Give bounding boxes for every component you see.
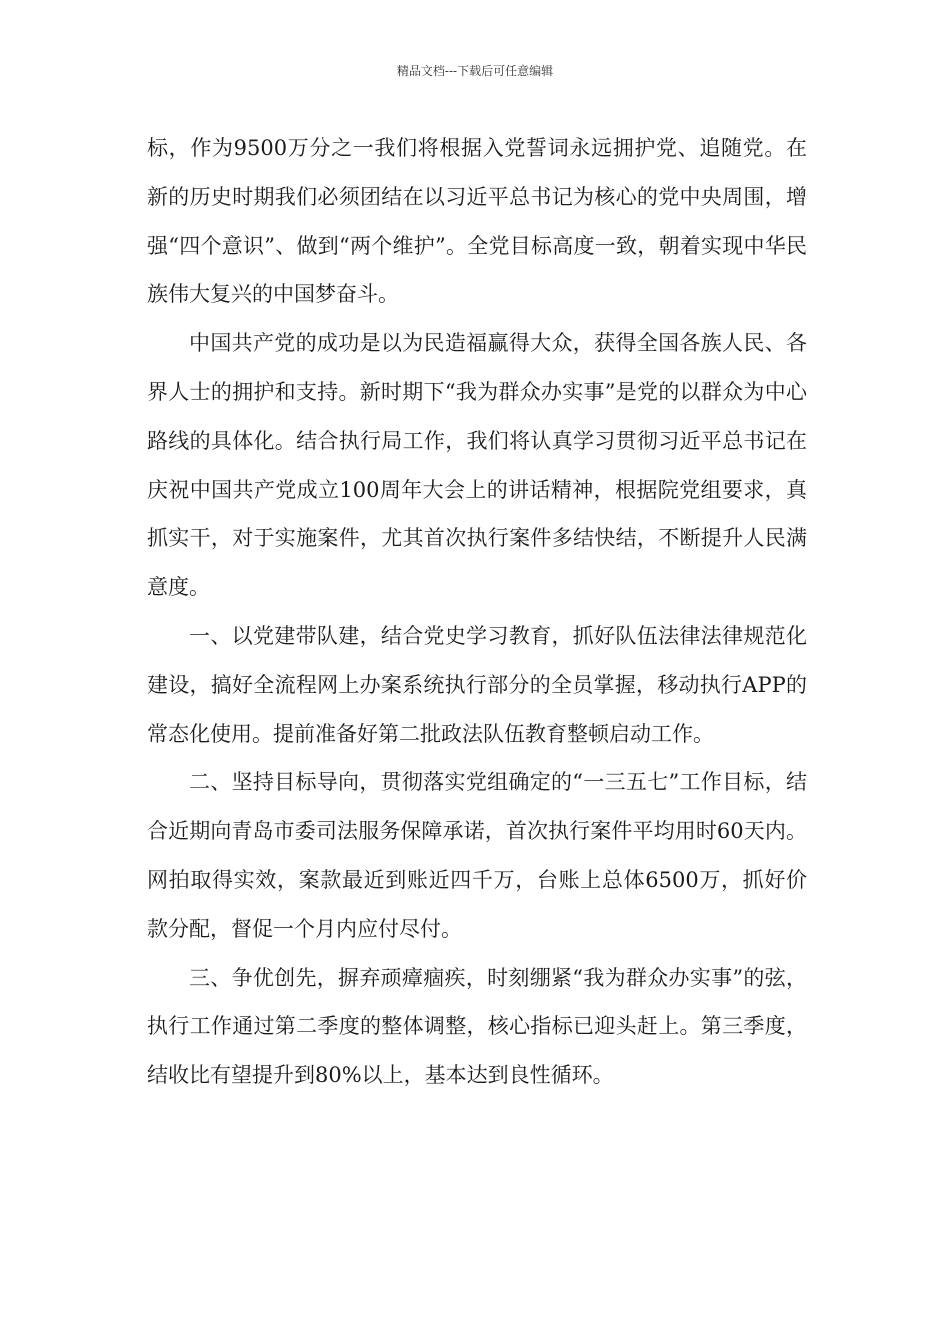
paragraph-item-two: 二、坚持目标导向，贯彻落实党组确定的“一三五七”工作目标，结合近期向青岛市委司法服务保障承诺，首次执行案件平均用时60天内。网拍取得实效，案款最近到账近四千万，台账上总体6500万，抓好价款分配，督促一个月内应付尽付。 — [147, 770, 807, 941]
paragraph-item-one: 一、以党建带队建，结合党史学习教育，抓好队伍法律法律规范化建设，搞好全流程网上办案系统执行部分的全员掌握，移动执行APP的常态化使用。提前准备好第二批政法队伍教育整顿启动工作。 — [147, 623, 807, 746]
paragraph-continuation: 标，作为9500万分之一我们将根据入党誓词永远拥护党、追随党。在新的历史时期我们必须团结在以习近平总书记为核心的党中央周围，增强“四个意识”、做到“两个维护”。全党目标高度一致，朝着实现中华民族伟大复兴的中国梦奋斗。 — [147, 136, 807, 307]
paragraph-item-three: 三、争优创先，摒弃顽瘴痼疾，时刻绷紧“我为群众办实事”的弦，执行工作通过第二季度的整体调整，核心指标已迎头赶上。第三季度，结收比有望提升到80%以上，基本达到良性循环。 — [147, 965, 807, 1088]
document-body — [147, 124, 807, 1100]
page-header: 精品文档---下载后可任意编辑 — [396, 64, 554, 78]
paragraph-party-success: 中国共产党的成功是以为民造福赢得大众，获得全国各族人民、各界人士的拥护和支持。新时期下“我为群众办实事”是党的以群众为中心路线的具体化。结合执行局工作，我们将认真学习贯彻习近平总书记在庆祝中国共产党成立100周年大会上的讲话精神，根据院党组要求，真抓实干，对于实施案件，尤其首次执行案件多结快结，不断提升人民满意度。 — [147, 331, 807, 600]
